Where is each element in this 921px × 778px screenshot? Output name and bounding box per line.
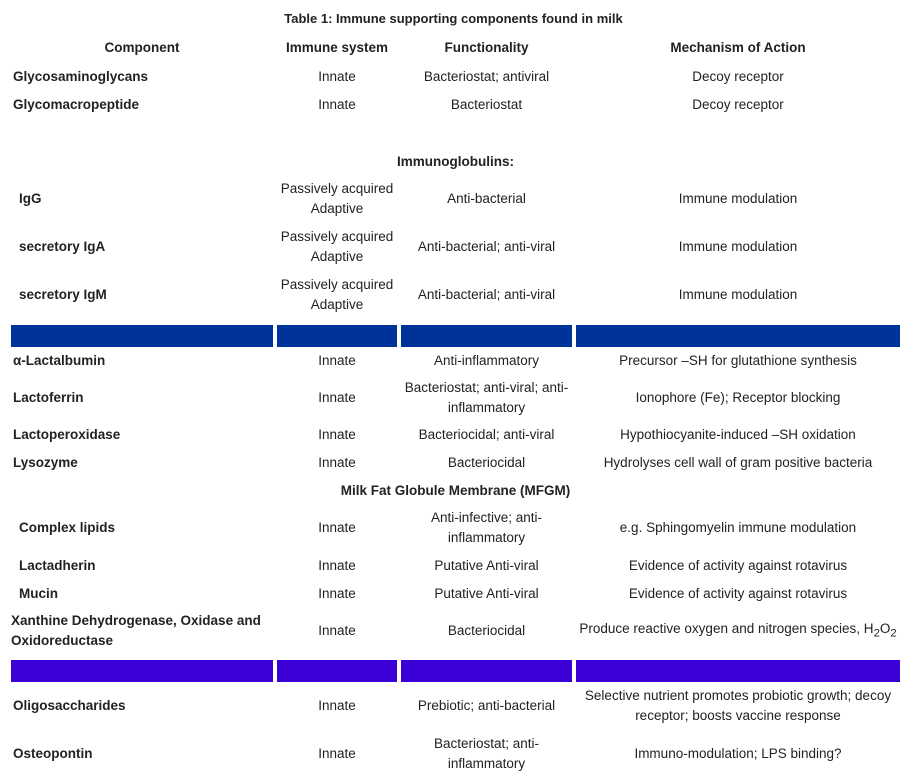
component-cell: Lactoperoxidase (13, 427, 121, 442)
immune-cell: Innate (318, 586, 356, 601)
component-cell: secretory IgM (19, 287, 107, 302)
mechanism-cell: Evidence of activity against rotavirus (628, 558, 848, 573)
mechanism-cell (576, 608, 900, 654)
component-cell: Osteopontin (13, 746, 93, 761)
function-cell: Anti-bacterial; anti-viral (417, 239, 556, 254)
section-label: Milk Fat Globule Membrane (MFGM) (340, 482, 571, 498)
immune-cell: Passively acquired Adaptive (280, 277, 394, 312)
component-cell: Oligosaccharides (13, 698, 126, 713)
table-row (11, 91, 900, 119)
subscript: 2 (890, 627, 897, 640)
function-cell: Bacteriocidal (447, 455, 526, 470)
section-row-immunoglobulins (11, 149, 900, 175)
table-row (11, 175, 900, 223)
table-row (11, 552, 900, 580)
immune-cell: Innate (318, 698, 356, 713)
function-cell: Anti-infective; anti-inflammatory (430, 510, 543, 545)
mechanism-cell: e.g. Sphingomyelin immune modulation (619, 520, 857, 535)
mechanism-cell: Precursor –SH for glutathione synthesis (619, 353, 857, 368)
mechanism-cell: Immune modulation (678, 191, 798, 206)
header-functionality: Functionality (444, 40, 529, 55)
immune-cell: Innate (318, 69, 356, 84)
function-cell: Prebiotic; anti-bacterial (417, 698, 556, 713)
table-row (11, 271, 900, 319)
table-row (11, 223, 900, 271)
immune-cell: Passively acquired Adaptive (280, 181, 394, 216)
mechanism-cell: Immune modulation (678, 287, 798, 302)
component-cell: Glycosaminoglycans (13, 69, 149, 84)
component-cell: Lactoferrin (13, 390, 84, 405)
mechanism-cell: Decoy receptor (692, 97, 784, 112)
band-cell (277, 325, 397, 347)
header-mechanism: Mechanism of Action (670, 40, 806, 55)
component-cell: Glycomacropeptide (13, 97, 140, 112)
mechanism-cell: Immuno-modulation; LPS binding? (634, 746, 842, 761)
mechanism-cell: Immune modulation (678, 239, 798, 254)
function-cell: Bacteriocidal (447, 623, 526, 638)
component-cell: Lactadherin (19, 558, 96, 573)
function-cell: Putative Anti-viral (434, 586, 539, 601)
header-row (11, 33, 900, 63)
table-row (11, 730, 900, 778)
component-cell: α-Lactalbumin (13, 353, 106, 368)
spacer-row (11, 119, 900, 149)
immune-cell: Innate (318, 97, 356, 112)
component-cell: IgG (19, 191, 42, 206)
immune-cell: Passively acquired Adaptive (280, 229, 394, 264)
component-cell: Xanthine Dehydrogenase, Oxidase and Oxidoreductase (11, 613, 261, 648)
band-cell (401, 660, 572, 682)
band-cell (11, 325, 273, 347)
table-row (11, 421, 900, 449)
function-cell: Anti-bacterial (447, 191, 526, 206)
function-cell: Bacteriostat; anti-viral; anti-inflammatory (404, 380, 569, 415)
table-row (11, 63, 900, 91)
immune-cell: Innate (318, 623, 356, 638)
function-cell: Anti-inflammatory (433, 353, 540, 368)
header-immune-system: Immune system (285, 40, 389, 55)
table-row (11, 608, 900, 654)
component-cell: secretory IgA (19, 239, 106, 254)
function-cell: Bacteriostat; antiviral (423, 69, 550, 84)
section-row-mfgm (11, 477, 900, 504)
divider-band (11, 660, 900, 682)
table-row (11, 504, 900, 552)
component-cell: Mucin (19, 586, 58, 601)
header-component: Component (104, 40, 180, 55)
immune-cell: Innate (318, 427, 356, 442)
function-cell: Anti-bacterial; anti-viral (417, 287, 556, 302)
table-title: Table 1: Immune supporting components found in milk (284, 11, 623, 26)
table-row (11, 449, 900, 477)
section-label: Immunoglobulins: (397, 154, 514, 169)
mechanism-text: Produce reactive oxygen and nitrogen species, H (579, 620, 874, 636)
band-cell (401, 325, 572, 347)
divider-band (11, 325, 900, 347)
table-row (11, 347, 900, 375)
table-row (11, 580, 900, 608)
mechanism-cell: Decoy receptor (692, 69, 784, 84)
function-cell: Bacteriostat (450, 97, 523, 112)
band-cell (576, 660, 900, 682)
function-cell: Bacteriostat; anti-inflammatory (433, 736, 540, 771)
mechanism-cell: Selective nutrient promotes probiotic growth; decoy receptor; boosts vaccine response (584, 688, 892, 723)
immune-cell: Innate (318, 558, 356, 573)
table-row (11, 682, 900, 730)
band-cell (277, 660, 397, 682)
mechanism-text: O (879, 620, 891, 636)
mechanism-cell: Hypothiocyanite-induced –SH oxidation (620, 427, 856, 442)
table-row (11, 375, 900, 421)
immune-cell: Innate (318, 520, 356, 535)
mechanism-cell: Hydrolyses cell wall of gram positive bacteria (603, 455, 873, 470)
function-cell: Putative Anti-viral (434, 558, 539, 573)
band-cell (11, 660, 273, 682)
mechanism-cell: Ionophore (Fe); Receptor blocking (635, 390, 841, 405)
function-cell: Bacteriocidal; anti-viral (418, 427, 555, 442)
immune-components-table (7, 33, 904, 778)
immune-cell: Innate (318, 746, 356, 761)
band-cell (576, 325, 900, 347)
immune-cell: Innate (318, 390, 356, 405)
mechanism-cell: Evidence of activity against rotavirus (628, 586, 848, 601)
subscript: 2 (873, 627, 880, 640)
component-cell: Lysozyme (13, 455, 78, 470)
immune-cell: Innate (318, 353, 356, 368)
immune-cell: Innate (318, 455, 356, 470)
component-cell: Complex lipids (19, 520, 116, 535)
